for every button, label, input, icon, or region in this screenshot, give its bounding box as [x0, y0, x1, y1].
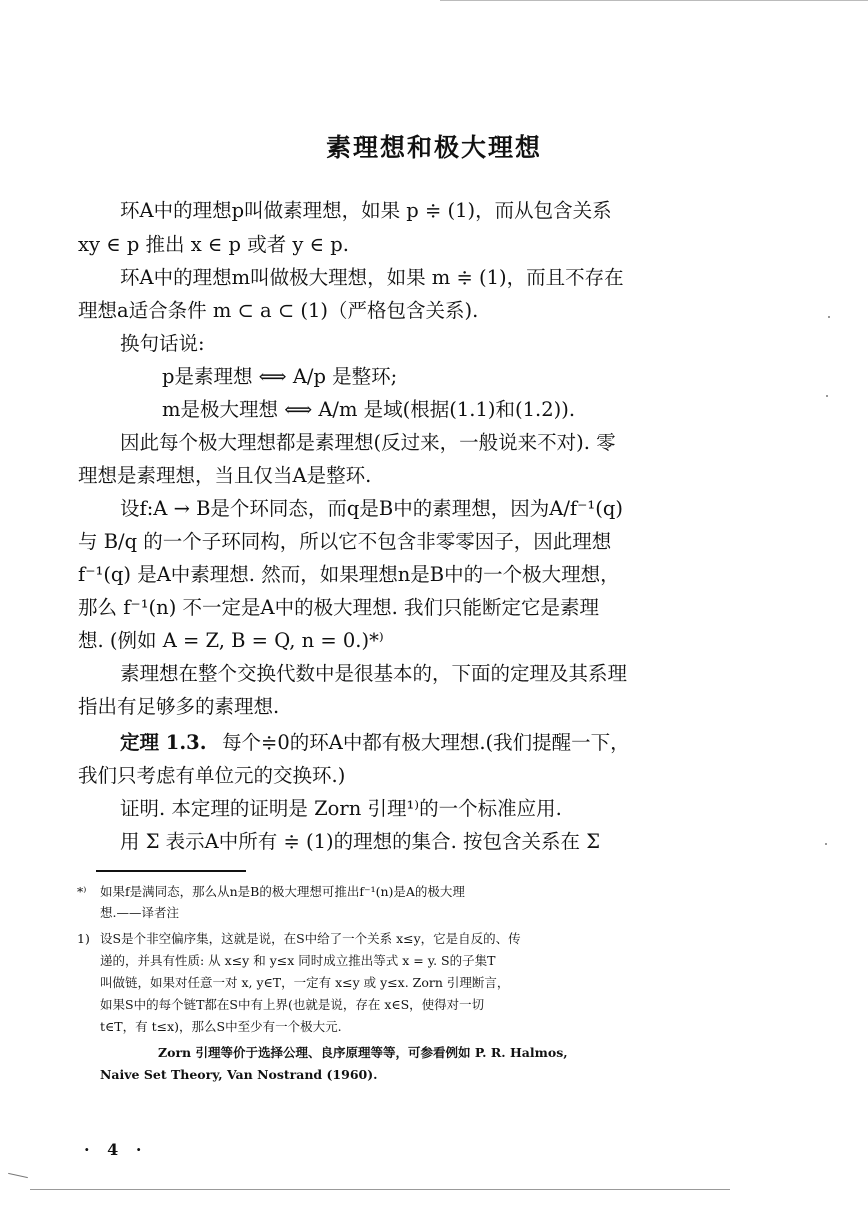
scan-speck	[828, 316, 830, 318]
scan-speck	[825, 843, 827, 845]
footnote-line: Naive Set Theory, Van Nostrand (1960).	[100, 1067, 378, 1082]
footnote-line: 如果S中的每个链T都在S中有上界(也就是说，存在 x∈S，使得对一切	[100, 997, 485, 1012]
theorem-text: 每个≑0的环A中都有极大理想.(我们提醒一下，	[222, 731, 630, 754]
paragraph-line: 理想是素理想，当且仅当A是整环.	[78, 464, 372, 487]
page-number: · 4 ·	[84, 1140, 148, 1159]
bottom-rule	[30, 1189, 730, 1190]
footnote-line: 叫做链，如果对任意一对 x, y∈T，一定有 x≤y 或 y≤x. Zorn 引理断言，	[100, 975, 510, 990]
footnote-line: t∈T，有 t≤x)，那么S中至少有一个极大元.	[100, 1019, 342, 1034]
top-rule	[440, 0, 868, 1]
scan-speck	[826, 395, 828, 397]
paragraph-line: 想. (例如 A = Z, B = Q, n = 0.)*⁾	[78, 629, 384, 652]
paragraph-line: xy ∈ p 推出 x ∈ p 或者 y ∈ p.	[78, 233, 349, 256]
equivalence-line: p是素理想 ⟺ A/p 是整环;	[162, 365, 398, 388]
paragraph-line: 那么 f⁻¹(n) 不一定是A中的极大理想. 我们只能断定它是素理	[78, 596, 599, 619]
paragraph-line: 设f:A → B是个环同态，而q是B中的素理想，因为A/f⁻¹(q)	[120, 497, 623, 520]
paragraph-line: 证明. 本定理的证明是 Zorn 引理¹⁾的一个标准应用.	[120, 797, 562, 820]
footnote-line: 如果f是满同态，那么从n是B的极大理想可推出f⁻¹(n)是A的极大理	[100, 884, 465, 899]
footnote-marker: *⁾	[77, 884, 87, 899]
paragraph-line: 环A中的理想p叫做素理想，如果 p ≑ (1)，而从包含关系	[120, 199, 612, 222]
paragraph-line: 换句话说:	[120, 332, 205, 355]
footnote-marker: 1)	[77, 931, 90, 946]
paragraph-line: f⁻¹(q) 是A中素理想. 然而，如果理想n是B中的一个极大理想，	[78, 563, 620, 586]
paragraph-line: 与 B/q 的一个子环同构，所以它不包含非零零因子，因此理想	[78, 530, 612, 553]
equivalence-line: m是极大理想 ⟺ A/m 是域(根据(1.1)和(1.2)).	[162, 398, 576, 421]
footnote-rule	[96, 870, 246, 872]
scan-corner-mark	[8, 1173, 28, 1178]
paragraph-line: 理想a适合条件 m ⊂ a ⊂ (1)（严格包含关系).	[78, 299, 479, 322]
section-title: 素理想和极大理想	[325, 133, 542, 162]
paragraph-line: 环A中的理想m叫做极大理想，如果 m ≑ (1)，而且不存在	[120, 266, 624, 289]
footnote-line: 想.——译者注	[100, 905, 179, 920]
footnote-line: 递的，并具有性质: 从 x≤y 和 y≤x 同时成立推出等式 x = y. S的子集T	[100, 953, 496, 968]
paragraph-line: 用 Σ 表示A中所有 ≑ (1)的理想的集合. 按包含关系在 Σ	[120, 830, 601, 853]
theorem-label: 定理 1.3.	[120, 731, 207, 754]
footnote-line: 设S是个非空偏序集，这就是说，在S中给了一个关系 x≤y，它是自反的、传	[100, 931, 521, 946]
paragraph-line: 因此每个极大理想都是素理想(反过来，一般说来不对). 零	[120, 431, 616, 454]
paragraph-line: 指出有足够多的素理想.	[78, 695, 280, 718]
paragraph-line: 我们只考虑有单位元的交换环.)	[78, 764, 346, 787]
footnote-line: Zorn 引理等价于选择公理、良序原理等等，可参看例如 P. R. Halmos,	[158, 1045, 568, 1060]
paragraph-line: 素理想在整个交换代数中是很基本的，下面的定理及其系理	[120, 662, 628, 685]
